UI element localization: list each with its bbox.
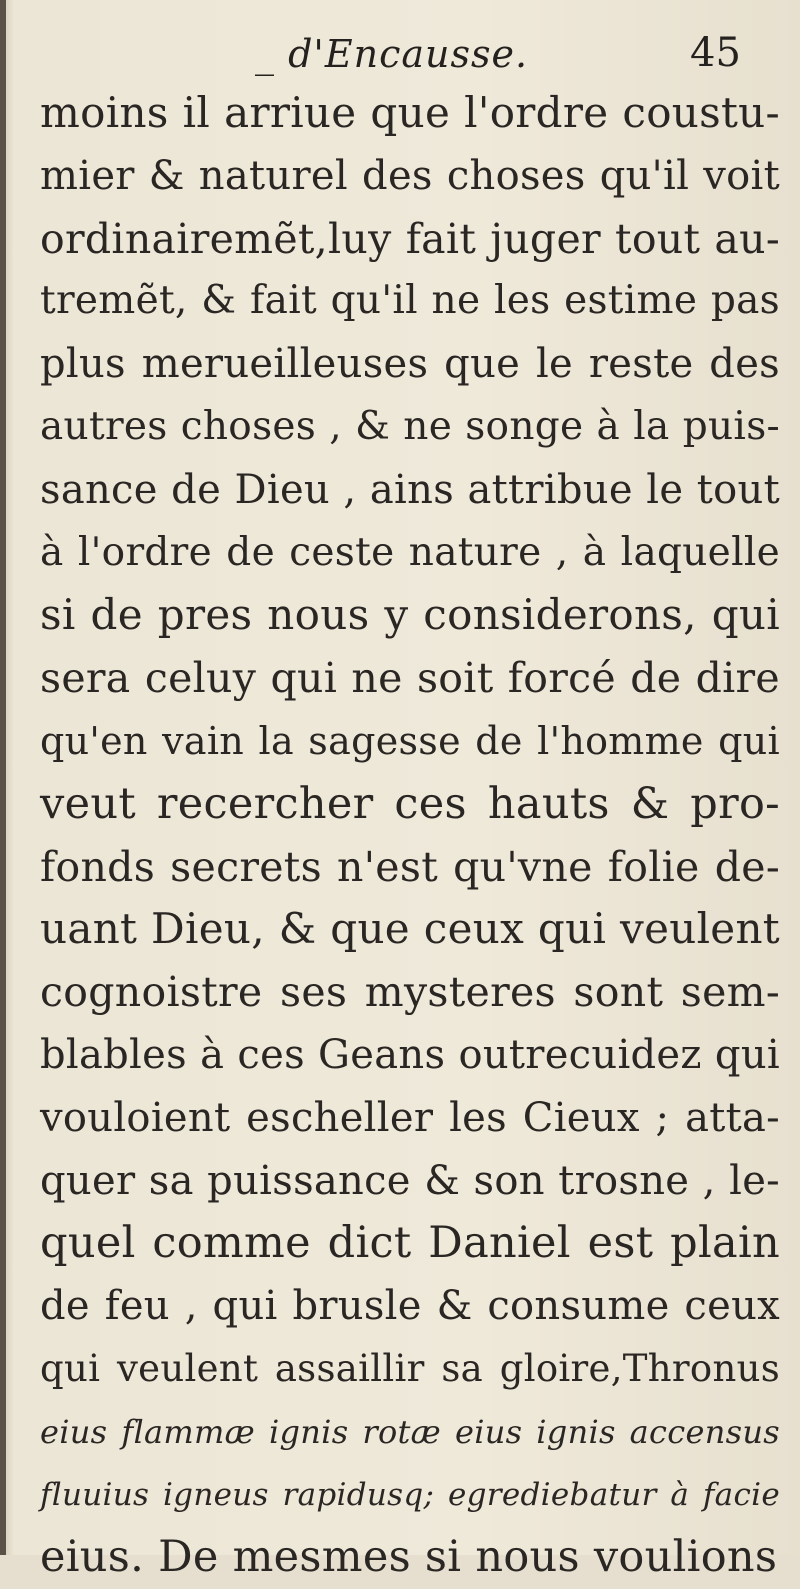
text-line: plus merueilleuses que le reste des <box>40 341 780 388</box>
text-line: quer sa puissance & son trosne , le- <box>40 1157 780 1204</box>
text-line: eius. De mesmes si nous voulions <box>40 1532 778 1583</box>
text-line: ordinairemẽt,luy fait juger tout au- <box>40 214 780 263</box>
latin-quote-line: eius flammæ ignis rotæ eius ignis accensus <box>40 1412 780 1451</box>
text-line: blables à ces Geans outrecuidez qui <box>40 1031 780 1078</box>
text-line: sance de Dieu , ains attribue le tout <box>40 466 780 513</box>
text-line: tremẽt, & fait qu'il ne les estime pas <box>40 278 780 324</box>
page-gutter <box>0 0 6 1555</box>
text-line: vouloient escheller les Cieux ; atta- <box>40 1094 780 1141</box>
text-line: quel comme dict Daniel est plain <box>40 1218 780 1269</box>
text-line: veut recercher ces hauts & pro- <box>40 778 780 829</box>
text-line: uant Dieu, & que ceux qui veulent <box>40 904 780 954</box>
text-line: de feu , qui brusle & consume ceux <box>40 1283 780 1330</box>
page-header <box>0 30 800 90</box>
text-line: qui veulent assaillir sa gloire,Thronus <box>40 1346 780 1390</box>
latin-quote-line: fluuius igneus rapidusq; egrediebatur à facie <box>40 1476 780 1513</box>
text-line: fonds secrets n'est qu'vne folie de- <box>40 842 780 891</box>
text-line: mier & naturel des choses qu'il voit <box>40 152 780 199</box>
text-line: moins il arriue que l'ordre coustu- <box>40 88 780 137</box>
body-text <box>40 82 780 1589</box>
text-line: cognoistre ses mysteres sont sem- <box>40 968 780 1017</box>
text-line: si de pres nous y considerons, qui <box>40 590 780 640</box>
text-line: à l'ordre de ceste nature , à laquelle <box>40 529 780 575</box>
running-head: _ d'Encausse. <box>255 32 529 76</box>
page-number: 45 <box>690 30 741 76</box>
text-line: sera celuy qui ne soit forcé de dire <box>40 654 780 703</box>
text-line: autres choses , & ne songe à la puis- <box>40 403 780 449</box>
text-line: qu'en vain la sagesse de l'homme qui <box>40 718 780 763</box>
